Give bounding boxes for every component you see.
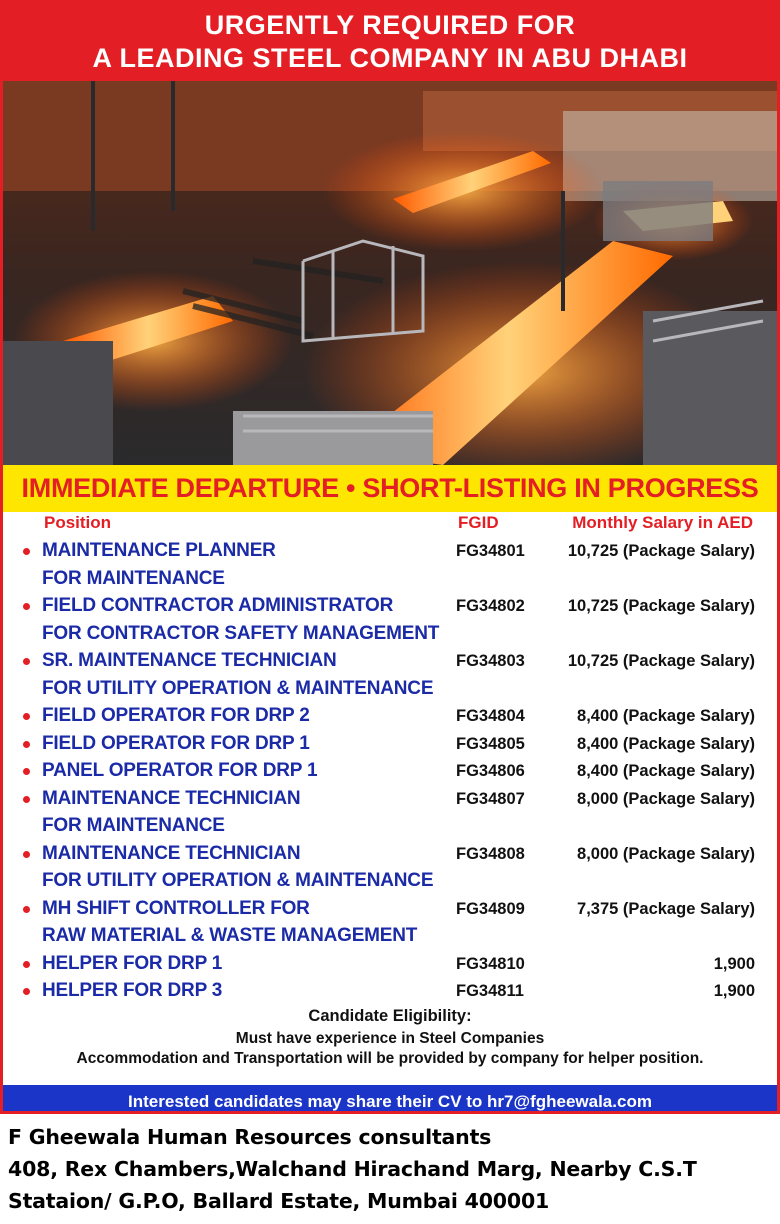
job-title: MAINTENANCE PLANNER — [42, 540, 276, 561]
column-header-salary: Monthly Salary in AED — [572, 513, 753, 532]
job-fgid: FG34811 — [456, 982, 524, 1000]
job-title: HELPER FOR DRP 1 — [42, 952, 223, 974]
bullet-icon — [23, 548, 30, 555]
job-title: FIELD OPERATOR FOR DRP 1 — [42, 732, 310, 754]
job-title: PANEL OPERATOR FOR DRP 1 — [42, 760, 318, 781]
eligibility-requirement: Must have experience in Steel Companies — [235, 1030, 545, 1047]
job-fgid: FG34807 — [456, 789, 525, 808]
column-header-fgid: FGID — [458, 513, 499, 532]
job-title: MH SHIFT CONTROLLER FOR — [42, 897, 310, 919]
job-salary: 10,725 (Package Salary) — [567, 597, 755, 615]
bullet-icon — [23, 768, 30, 775]
job-title-detail: FOR UTILITY OPERATION & MAINTENANCE — [42, 870, 434, 891]
job-salary: 8,000 (Package Salary) — [577, 789, 755, 808]
job-title: FIELD OPERATOR FOR DRP 2 — [42, 705, 310, 726]
bullet-icon — [23, 603, 30, 610]
job-salary: 10,725 (Package Salary) — [567, 652, 755, 670]
job-row — [3, 592, 777, 647]
job-fgid: FG34810 — [456, 954, 525, 973]
eligibility-heading: Candidate Eligibility: — [308, 1007, 472, 1025]
bullet-icon — [23, 851, 30, 858]
job-row — [3, 647, 777, 702]
job-title: FIELD CONTRACTOR ADMINISTRATOR — [42, 595, 394, 616]
address-line-2: Stataion/ G.P.O, Ballard Estate, Mumbai 400001 — [8, 1189, 550, 1213]
job-row — [3, 702, 777, 730]
bullet-icon — [23, 988, 30, 995]
job-salary: 1,900 — [713, 954, 755, 973]
address-line-1: 408, Rex Chambers,Walchand Hirachand Marg, Nearby C.S.T — [8, 1157, 697, 1181]
bullet-icon — [23, 906, 30, 913]
job-fgid: FG34801 — [456, 542, 525, 560]
header-line-1: URGENTLY REQUIRED FOR — [204, 10, 576, 40]
job-title-detail: RAW MATERIAL & WASTE MANAGEMENT — [42, 925, 418, 946]
company-name: F Gheewala Human Resources consultants — [8, 1125, 492, 1149]
poster-header — [3, 3, 777, 81]
job-row — [3, 895, 777, 950]
job-title-detail: FOR MAINTENANCE — [42, 815, 225, 836]
job-fgid: FG34803 — [456, 652, 525, 670]
job-fgid: FG34809 — [456, 899, 525, 918]
job-title: HELPER FOR DRP 3 — [42, 980, 223, 1001]
job-title: MAINTENANCE TECHNICIAN — [42, 842, 301, 864]
bullet-icon — [23, 796, 30, 803]
job-salary: 8,400 (Package Salary) — [577, 762, 755, 780]
job-row — [3, 730, 777, 758]
apply-instructions-bar — [3, 1085, 777, 1114]
job-title-detail: FOR MAINTENANCE — [42, 567, 225, 589]
bullet-icon — [23, 713, 30, 720]
job-fgid: FG34808 — [456, 844, 525, 863]
job-fgid: FG34804 — [456, 707, 525, 725]
job-title: MAINTENANCE TECHNICIAN — [42, 787, 301, 809]
job-salary: 8,000 (Package Salary) — [577, 844, 755, 863]
steel-mill-photo — [3, 81, 777, 465]
job-salary: 8,400 (Package Salary) — [577, 734, 755, 753]
job-salary: 8,400 (Package Salary) — [577, 707, 755, 725]
job-row — [3, 757, 777, 785]
apply-instructions-text: Interested candidates may share their CV to hr7@fgheewala.com — [128, 1092, 652, 1111]
header-line-2: A LEADING STEEL COMPANY IN ABU DHABI — [92, 43, 688, 73]
job-title: SR. MAINTENANCE TECHNICIAN — [42, 650, 337, 671]
job-row — [3, 537, 777, 592]
column-header-position: Position — [44, 513, 112, 532]
eligibility-note: Accommodation and Transportation will be provided by company for helper position. — [76, 1050, 704, 1067]
bullet-icon — [23, 658, 30, 665]
job-fgid: FG34805 — [456, 734, 525, 753]
steel-mill-illustration — [3, 81, 777, 465]
job-fgid: FG34802 — [456, 597, 525, 615]
job-row — [3, 977, 777, 1005]
immediate-departure-banner: IMMEDIATE DEPARTURE • SHORT-LISTING IN PROGRESS — [3, 465, 777, 512]
job-salary: 7,375 (Package Salary) — [577, 899, 755, 918]
job-row — [3, 785, 777, 840]
job-salary: 1,900 — [713, 982, 755, 1000]
bullet-icon — [23, 741, 30, 748]
job-title-detail: FOR CONTRACTOR SAFETY MANAGEMENT — [42, 622, 440, 644]
bullet-icon — [23, 961, 30, 968]
job-row — [3, 840, 777, 895]
job-title-detail: FOR UTILITY OPERATION & MAINTENANCE — [42, 677, 434, 699]
job-fgid: FG34806 — [456, 762, 525, 780]
job-row — [3, 950, 777, 978]
job-salary: 10,725 (Package Salary) — [567, 542, 755, 560]
